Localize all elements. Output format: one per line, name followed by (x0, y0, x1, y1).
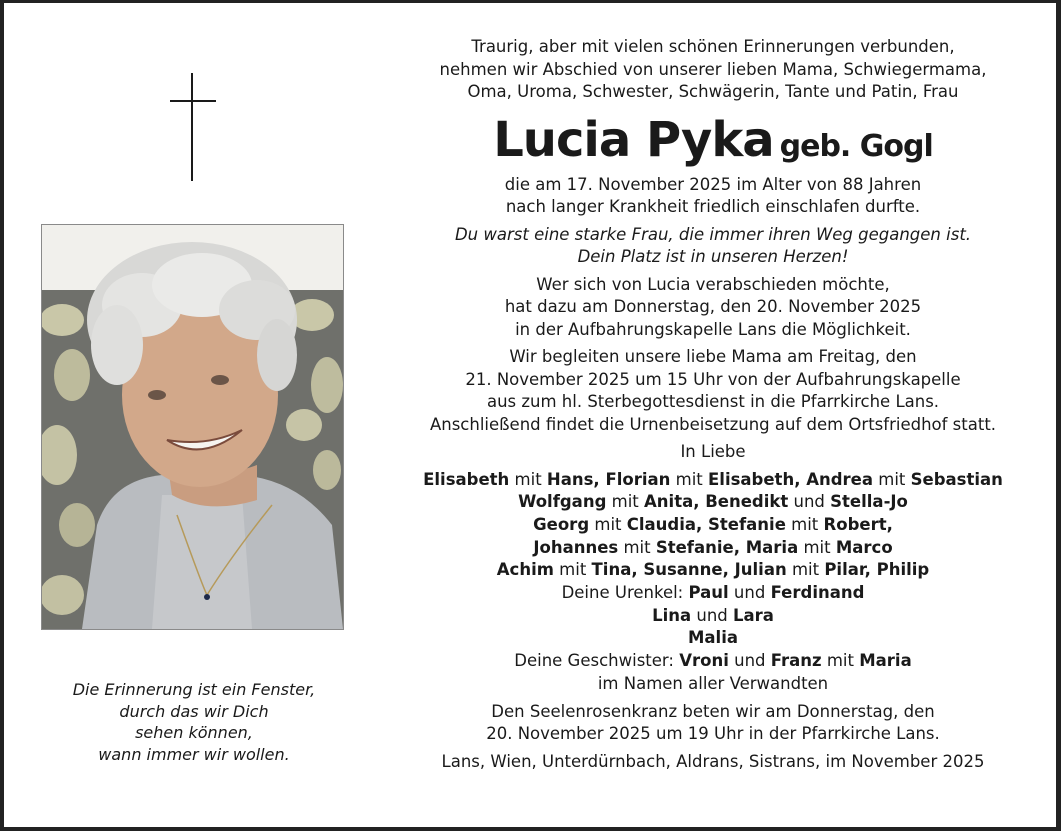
family-connector: im Namen aller Verwandten (597, 673, 829, 693)
family-connector: und (728, 583, 771, 603)
family-row (389, 469, 1037, 492)
rosary-info (389, 701, 1037, 746)
family-connector: mit (553, 560, 592, 580)
family-member-name: Hans, Florian (546, 469, 671, 489)
family-member-name: Pilar, Philip (824, 560, 930, 580)
tribute-line: Dein Platz ist in unseren Herzen! (577, 247, 849, 266)
funeral-line: Anschließend findet die Urnenbeisetzung auf dem Ortsfriedhof statt. (429, 414, 997, 434)
family-connector: mit (873, 469, 911, 489)
family-row (389, 605, 1037, 628)
family-connector: mit (589, 514, 627, 534)
cross-vertical-bar (191, 73, 193, 181)
family-member-name: Johannes (533, 537, 619, 557)
family-member-name: Anita, Benedikt (644, 492, 789, 512)
family-connector: mit (821, 651, 860, 671)
family-member-name: Stella-Jo (830, 492, 908, 512)
maiden-name: geb. Gogl (779, 128, 933, 164)
obituary-text (389, 36, 1037, 773)
funeral-line: aus zum hl. Sterbegottesdienst in die Pfarrkirche Lans. (486, 392, 940, 411)
family-connector: und (728, 651, 771, 671)
family-member-name: Stefanie, Maria (655, 537, 799, 557)
family-connector: mit (786, 560, 825, 580)
rosary-line: 20. November 2025 um 19 Uhr in der Pfarrkirche Lans. (486, 724, 940, 744)
family-connector: Deine Geschwister: (514, 651, 680, 671)
viewing-line: Wer sich von Lucia verabschieden möchte, (536, 274, 890, 294)
family-row (389, 514, 1037, 537)
intro-line: nehmen wir Abschied von unserer lieben Mama, Schwiegermama, (439, 59, 987, 79)
family-member-name: Ferdinand (770, 583, 865, 603)
family-list (389, 469, 1037, 696)
family-member-name: Paul (688, 583, 729, 603)
family-member-name: Achim (496, 560, 554, 580)
family-member-name: Wolfgang (518, 492, 607, 512)
viewing-line: in der Aufbahrungskapelle Lans die Möglichkeit. (515, 319, 911, 339)
intro-line: Oma, Uroma, Schwester, Schwägerin, Tante und Patin, Frau (467, 82, 959, 101)
family-member-name: Franz (770, 651, 822, 671)
deceased-name: Lucia Pyka (493, 111, 774, 168)
funeral-line: Wir begleiten unsere liebe Mama am Freitag, den (509, 347, 917, 366)
portrait-photo (41, 224, 344, 630)
funeral-line: 21. November 2025 um 15 Uhr von der Aufbahrungskapelle (465, 369, 961, 389)
family-row (389, 627, 1037, 650)
memorial-quote (34, 679, 354, 765)
quote-line: durch das wir Dich (119, 701, 269, 721)
family-connector: mit (509, 469, 547, 489)
rosary-line: Den Seelenrosenkranz beten wir am Donnerstag, den (491, 701, 935, 721)
death-notice-line: nach langer Krankheit friedlich einschlafen durfte. (505, 197, 921, 216)
intro-line: Traurig, aber mit vielen schönen Erinnerungen verbunden, (471, 37, 955, 56)
family-member-name: Elisabeth (423, 469, 510, 489)
family-member-name: Vroni (679, 651, 729, 671)
viewing-line: hat dazu am Donnerstag, den 20. November 2025 (504, 297, 922, 316)
family-member-name: Lina (652, 605, 692, 625)
family-member-name: Marco (835, 537, 893, 557)
quote-line: sehen können, (135, 723, 253, 742)
viewing-info (389, 274, 1037, 342)
places-and-date: Lans, Wien, Unterdürnbach, Aldrans, Sistrans, im November 2025 (441, 751, 985, 771)
cross-horizontal-bar (170, 100, 216, 102)
portrait-illustration (42, 225, 343, 629)
in-love-label: In Liebe (680, 442, 746, 461)
family-member-name: Tina, Susanne, Julian (591, 560, 787, 580)
intro-text (389, 36, 1037, 104)
family-row (389, 491, 1037, 514)
quote-line: Die Erinnerung ist ein Fenster, (72, 680, 316, 699)
family-member-name: Sebastian (910, 469, 1003, 489)
family-member-name: Robert, (823, 514, 893, 534)
death-notice-line: die am 17. November 2025 im Alter von 88 Jahren (504, 174, 922, 194)
family-row (389, 537, 1037, 560)
family-member-name: Elisabeth, Andrea (708, 469, 873, 489)
family-connector: mit (798, 537, 836, 557)
family-connector: Deine Urenkel: (561, 583, 689, 603)
family-row (389, 582, 1037, 605)
family-connector: und (788, 492, 831, 512)
family-member-name: Georg (533, 514, 590, 534)
family-connector: mit (670, 469, 709, 489)
family-member-name: Claudia, Stefanie (626, 514, 786, 534)
death-notice (389, 174, 1037, 219)
family-connector: und (691, 605, 734, 625)
cross-icon (170, 73, 216, 181)
funeral-info (389, 346, 1037, 436)
family-member-name: Lara (733, 605, 774, 625)
deceased-name-heading (389, 108, 1037, 170)
family-member-name: Maria (859, 651, 912, 671)
family-row (389, 559, 1037, 582)
family-connector: mit (606, 492, 645, 512)
tribute-line: Du warst eine starke Frau, die immer ihren Weg gegangen ist. (454, 224, 972, 244)
family-row (389, 673, 1037, 696)
family-row (389, 650, 1037, 673)
quote-line: wann immer wir wollen. (98, 744, 290, 764)
family-connector: mit (618, 537, 656, 557)
family-connector: mit (785, 514, 824, 534)
family-member-name: Malia (688, 628, 738, 648)
tribute-text (389, 224, 1037, 269)
